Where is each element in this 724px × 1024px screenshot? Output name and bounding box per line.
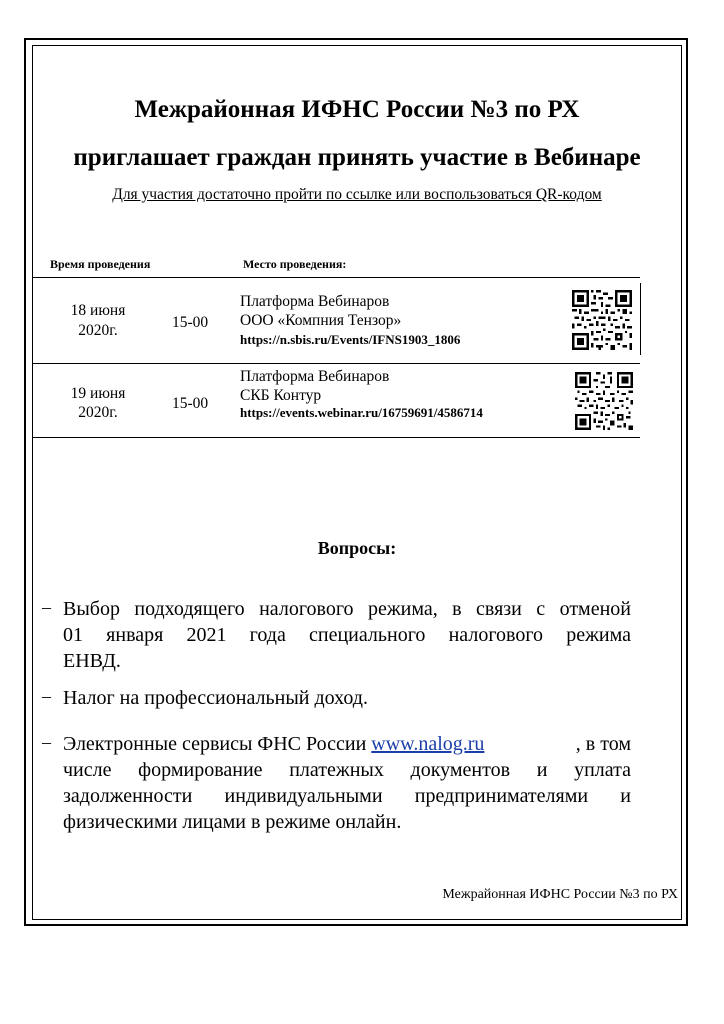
question-line: Налог на профессиональный доход. [63, 687, 368, 709]
column-header-time: Время проведения [50, 257, 151, 271]
table-divider [33, 277, 640, 278]
date-line2: 2020г. [78, 404, 118, 421]
question-line: числе формирование платежных документов и уплата [63, 759, 631, 781]
date-line1: 19 июня [70, 385, 126, 402]
bullet-dash: – [42, 732, 51, 752]
webinar-link[interactable]: https://events.webinar.ru/16759691/4586714 [240, 405, 483, 420]
table-divider-vertical [640, 283, 641, 355]
question-line: Выбор подходящего налогового режима, в связи с отменой [63, 598, 631, 620]
question-line: задолженности индивидуальными предпринимателями и [63, 785, 631, 807]
table-divider [33, 363, 640, 364]
platform-name: Платформа Вебинаров [240, 293, 390, 310]
platform-name: Платформа Вебинаров [240, 368, 390, 385]
page-title-line2: приглашает граждан принять участие в Вебинаре [73, 144, 641, 171]
subtitle-instructions: Для участия достаточно пройти по ссылке или воспользоваться QR-кодом [112, 186, 602, 203]
time: 15-00 [172, 395, 209, 412]
bullet-dash: – [42, 686, 51, 706]
page-title-line1: Межрайонная ИФНС России №3 по РХ [134, 96, 580, 123]
organizer-name: ООО «Компния Тензор» [240, 312, 402, 329]
question-line: физическими лицами в режиме онлайн. [63, 811, 402, 833]
column-header-place: Место проведения: [243, 257, 347, 271]
webinar-link[interactable]: https://n.sbis.ru/Events/IFNS1903_1806 [240, 332, 461, 347]
qr-code-icon [575, 372, 635, 432]
date-line2: 2020г. [78, 322, 118, 339]
question-item-3 [63, 731, 631, 835]
question-item-2 [63, 685, 631, 711]
question-text: , в том [575, 733, 631, 755]
question-line [63, 731, 631, 757]
bullet-dash: – [42, 597, 51, 617]
time: 15-00 [172, 314, 209, 331]
date-line1: 18 июня [70, 302, 126, 319]
question-line: ЕНВД. [63, 650, 121, 672]
footer-signature: Межрайонная ИФНС России №3 по РХ [442, 887, 678, 902]
nalog-ru-link[interactable]: www.nalog.ru [371, 733, 485, 755]
table-divider [33, 437, 640, 438]
question-line: 01 января 2021 года специального налогового режима [63, 624, 631, 646]
questions-heading: Вопросы: [317, 538, 397, 558]
question-text: Электронные сервисы ФНС России [63, 733, 372, 755]
organizer-name: СКБ Контур [240, 387, 322, 404]
qr-code-icon [572, 290, 632, 350]
question-item-1 [63, 596, 631, 674]
